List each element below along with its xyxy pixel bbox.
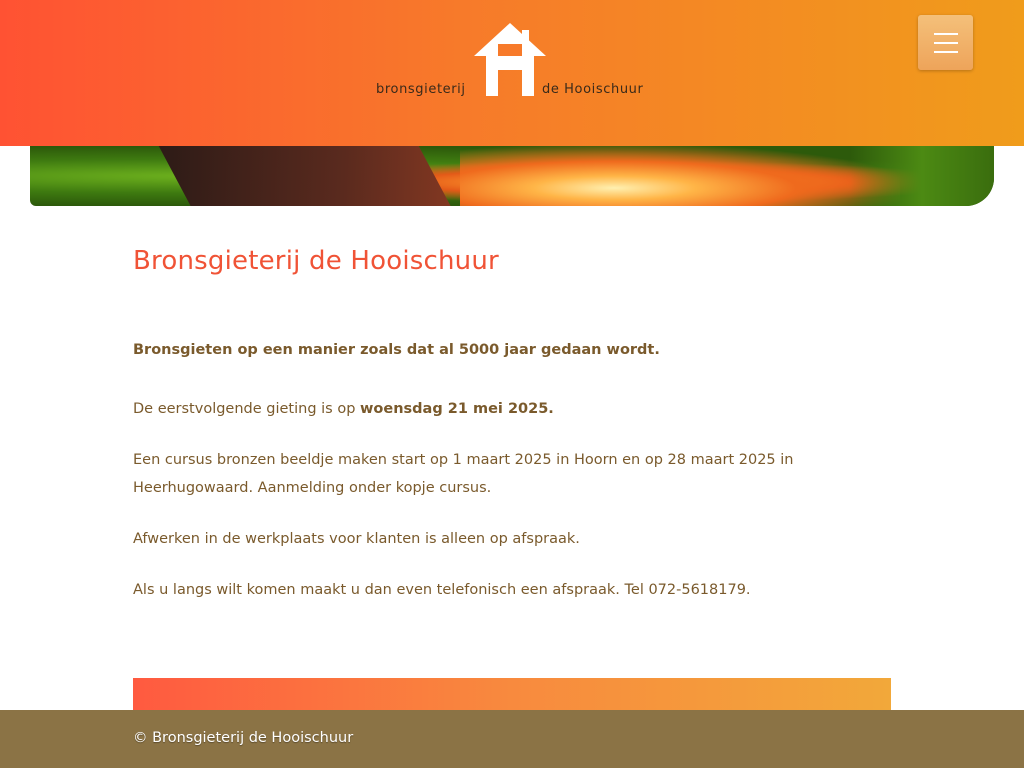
footer-copyright: © Bronsgieterij de Hooischuur bbox=[133, 730, 354, 746]
site-header bbox=[0, 0, 1024, 146]
hero-banner-image bbox=[30, 146, 994, 206]
next-pour-date: woensdag 21 mei 2025. bbox=[360, 401, 554, 417]
site-logo[interactable] bbox=[376, 20, 648, 102]
house-logo-icon bbox=[472, 20, 548, 96]
course-text: Een cursus bronzen beeldje maken start op 1 maart 2025 in Hoorn en op 28 maart 2025 in Heerhugowaard. Aanmelding onder kopje cursus. bbox=[133, 452, 794, 496]
gradient-divider-bar bbox=[133, 678, 891, 710]
intro-text: Bronsgieten op een manier zoals dat al 5000 jaar gedaan wordt. bbox=[133, 342, 660, 358]
main-content bbox=[133, 246, 893, 604]
logo-text-right: de Hooischuur bbox=[542, 82, 644, 97]
workshop-text: Afwerken in de werkplaats voor klanten is alleen op afspraak. bbox=[133, 531, 580, 547]
visit-text: Als u langs wilt komen maakt u dan even telefonisch een afspraak. Tel 072-5618179. bbox=[133, 582, 751, 598]
page-title: Bronsgieterij de Hooischuur bbox=[133, 246, 499, 276]
site-footer bbox=[0, 710, 1024, 768]
menu-button[interactable] bbox=[918, 15, 973, 70]
logo-text-left: bronsgieterij bbox=[376, 82, 466, 97]
next-pour-prefix: De eerstvolgende gieting is op bbox=[133, 401, 361, 417]
next-pour-text bbox=[133, 395, 893, 423]
